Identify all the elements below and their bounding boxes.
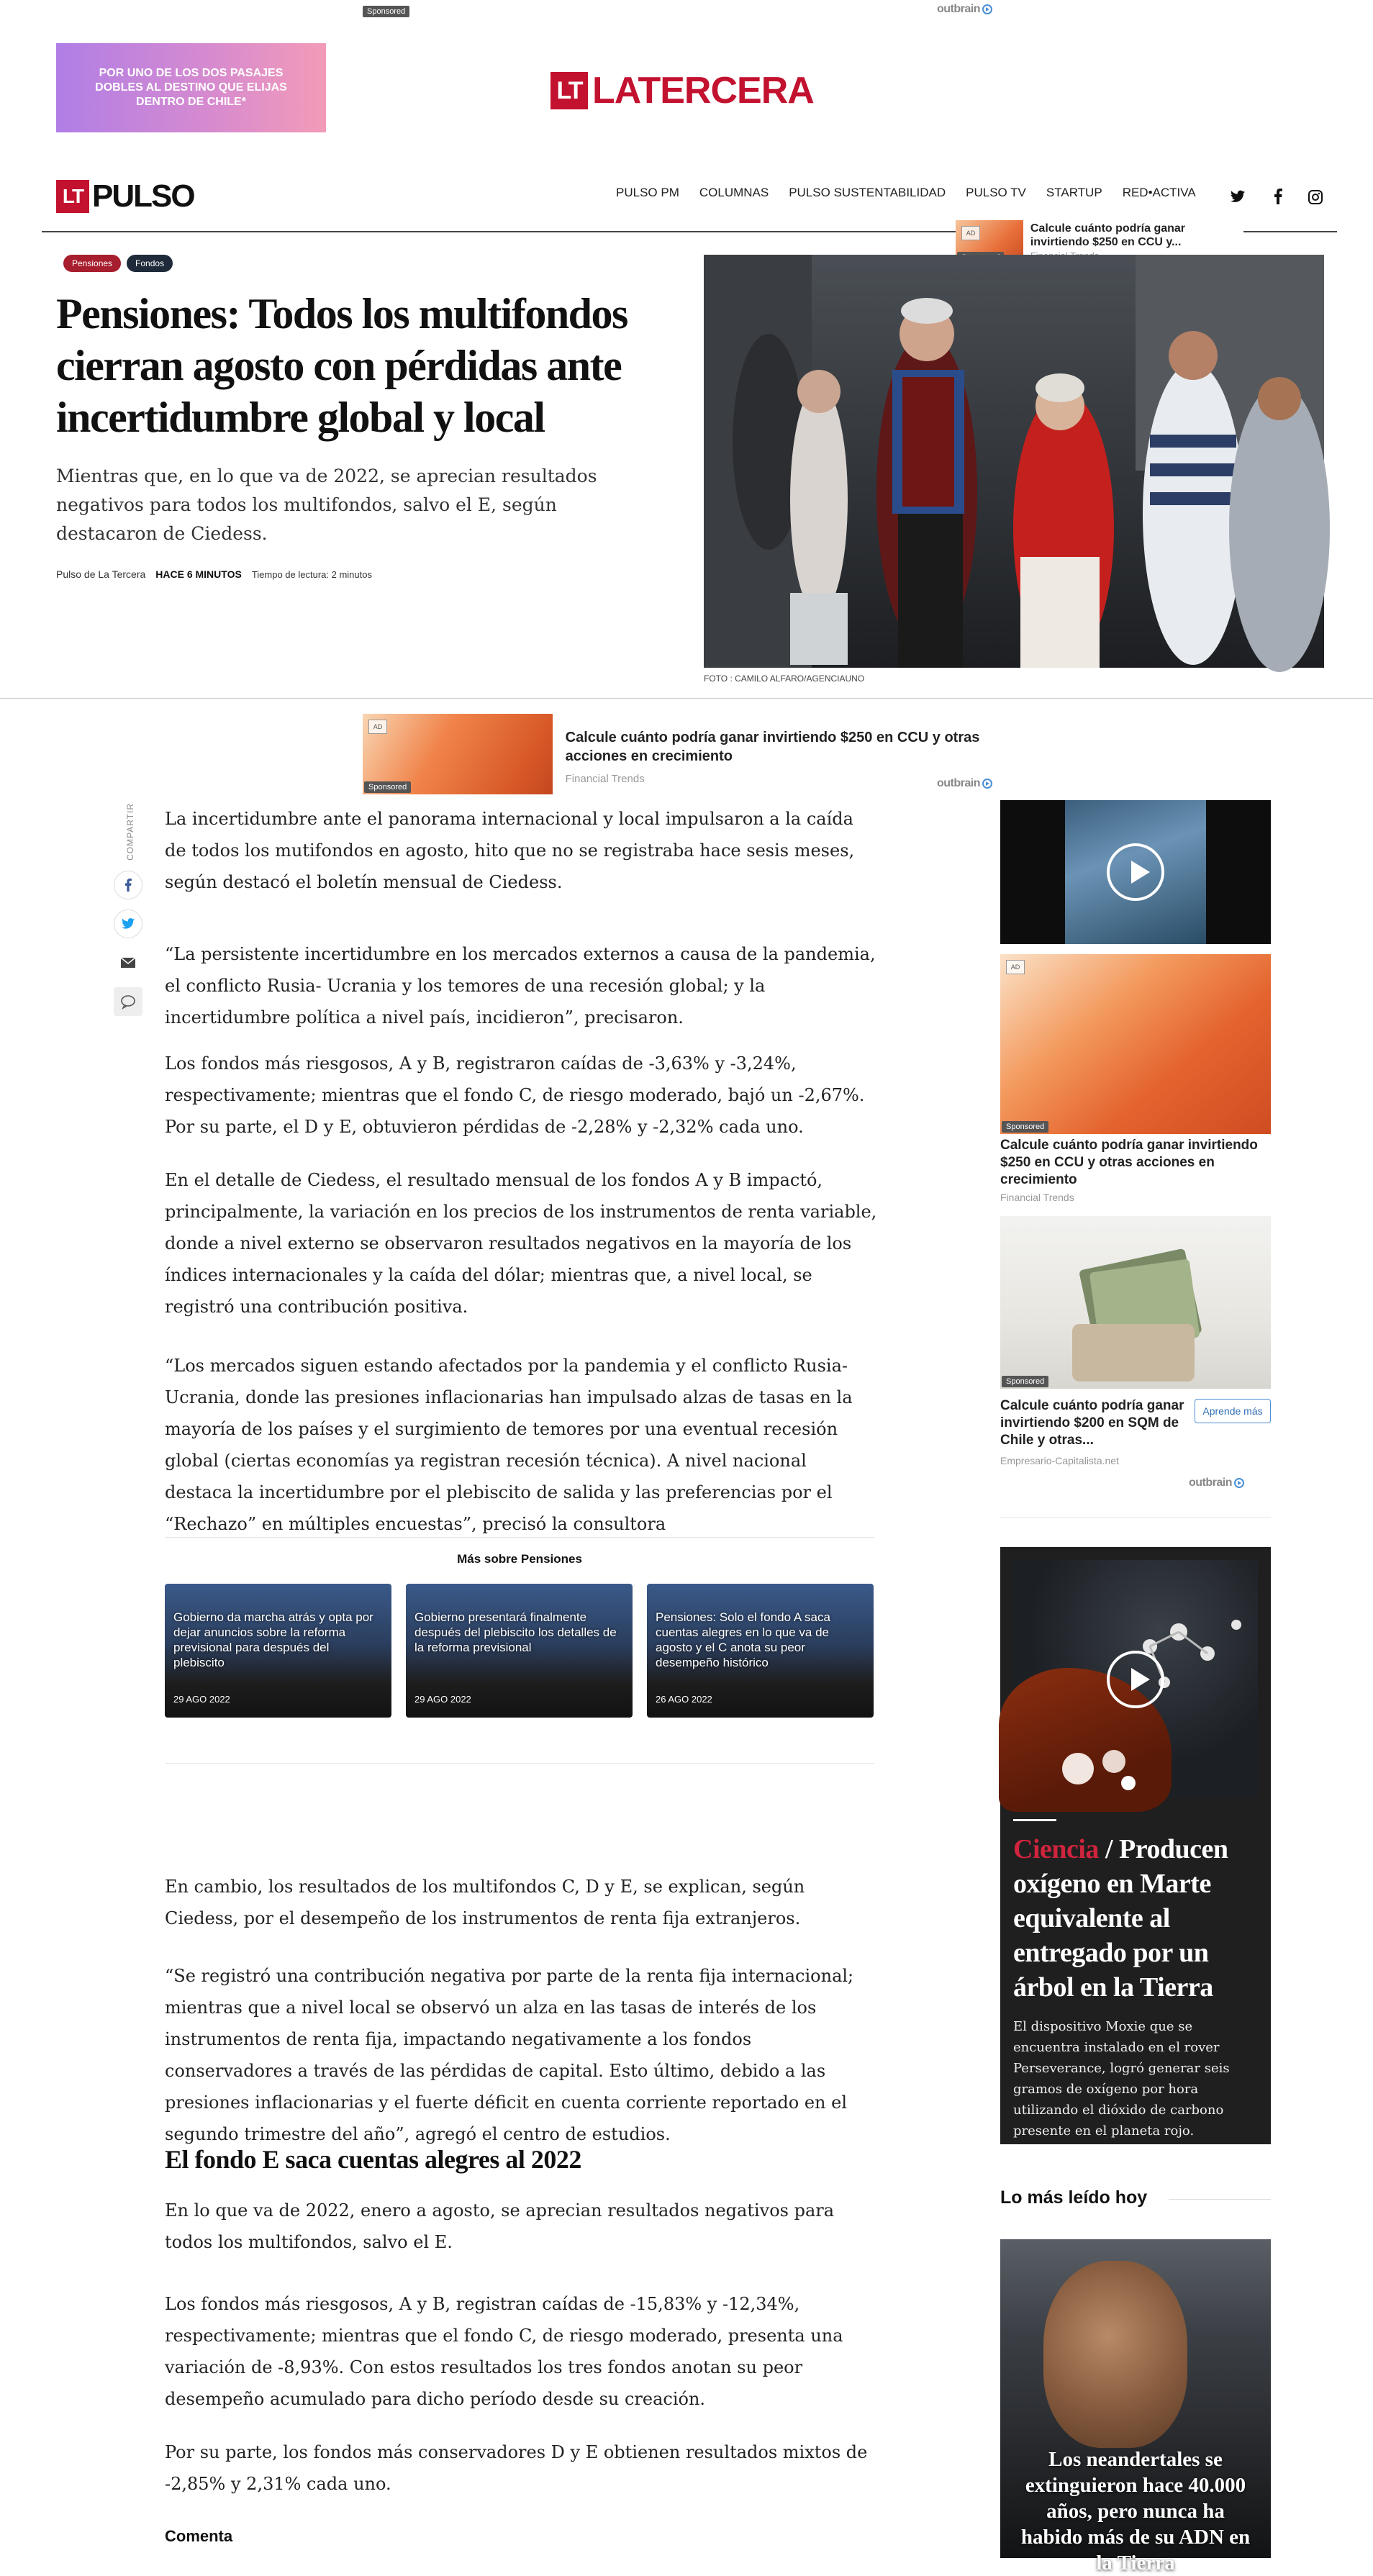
category-kicker[interactable]: Ciencia <box>1013 1834 1099 1864</box>
share-email-button[interactable] <box>114 948 142 977</box>
article-tags <box>63 255 173 272</box>
outbrain-icon <box>982 779 992 789</box>
photo-credit: FOTO : CAMILO ALFARO/AGENCIAUNO <box>704 674 865 684</box>
ad-choices-icon: AD <box>961 226 980 240</box>
ad-thumbnail: AD Sponsored <box>363 714 553 794</box>
body-paragraph: En el detalle de Ciedess, el resultado mensual de los fondos A y B impactó, principalmente, la variación en los precios de los instrumentos de renta variable, donde a nivel externo se observaron resultados negativos en la mayoría de los índices internacionales y la caída del dólar; mientras que, a nivel local, se registró una contribución positiva. <box>165 1170 877 1317</box>
most-read-headline: Los neandertales se extinguieron hace 40.000 años, pero nunca ha habido más de su ADN en la Tierra <box>1020 2448 1251 2575</box>
mid-ad-title: Calcule cuánto podría ganar invirtiendo $250 en CCU y otras acciones en crecimiento <box>565 730 980 764</box>
related-articles <box>165 1537 874 1718</box>
body-paragraph: “Se registró una contribución negativa por parte de la renta fija internacional; mientras que a nivel local se observó un alza en las tasas de interés de los instrumentos de renta fija, impactando negativamente a los fondos conservadores a través de las pérdidas de capital. Esto último, debido a las presiones inflacionarias y el fuerte déficit en cuenta corriente reportado en el segundo trimestre del año”, agregó el centro de estudios. <box>165 1966 854 2144</box>
mail-icon <box>121 958 135 968</box>
outbrain-logo[interactable]: outbrain <box>1189 1477 1244 1489</box>
outbrain-icon <box>1234 1478 1244 1488</box>
related-card[interactable]: Gobierno presentará finalmente después del plebiscito los detalles de la reforma previsional 29 AGO 2022 <box>406 1584 633 1718</box>
comments-heading: Comenta <box>165 2527 233 2545</box>
nav-item-pulso-sustentabilidad[interactable]: PULSO SUSTENTABILIDAD <box>789 186 946 199</box>
comments-button[interactable] <box>114 987 142 1016</box>
body-paragraph: Por su parte, los fondos más conservadores D y E obtienen resultados mixtos de -2,85% y 2,31% cada uno. <box>165 2442 868 2494</box>
most-read-image <box>1043 2261 1187 2448</box>
money-illustration <box>1058 1245 1216 1382</box>
most-read-card[interactable] <box>1000 2239 1271 2575</box>
nav-item-red-activa[interactable]: RED•ACTIVA <box>1122 186 1196 199</box>
hero-image <box>704 255 1324 668</box>
publish-time: HACE 6 MINUTOS <box>155 568 242 580</box>
body-paragraph: Los fondos más riesgosos, A y B, registran caídas de -15,83% y -12,34%, respectivamente; mientras que el fondo C, de riesgo moderado, presenta una variación de -8,93%. Con estos resultados los tres fondos anotan su peor desempeño acumulado para dicho período desde su creación. <box>165 2294 843 2409</box>
ad-choices-icon: AD <box>368 720 387 734</box>
sponsored-label: Sponsored <box>363 6 409 17</box>
rail-ad-image[interactable]: AD Sponsored <box>1000 954 1271 1134</box>
outbrain-logo[interactable]: outbrain <box>937 777 992 790</box>
ad-choices-icon: AD <box>1006 960 1025 974</box>
latercera-logo[interactable]: LT LATERCERA <box>550 69 814 112</box>
nav-item-columnas[interactable]: COLUMNAS <box>699 186 769 199</box>
mid-article-ad[interactable] <box>363 714 1025 794</box>
featured-story-card[interactable] <box>1000 1547 1271 2144</box>
header-ad-title: Calcule cuánto podría ganar invirtiendo $250 en CCU y... <box>1030 222 1186 248</box>
body-paragraph: La incertidumbre ante el panorama internacional y local impulsaron a la caída de todos los mutifondos en agosto, hito que no se registraba hace sesis meses, según destacó el boletín mensual de Ciedess. <box>165 809 855 892</box>
related-card[interactable]: Pensiones: Solo el fondo A saca cuentas alegres en lo que va de agosto y el C anota su peor desempeño histórico 26 AGO 2022 <box>647 1584 874 1718</box>
share-facebook-button[interactable] <box>114 871 142 899</box>
related-card[interactable]: Gobierno da marcha atrás y opta por dejar anuncios sobre la reforma previsional para después del plebiscito 29 AGO 2022 <box>165 1584 391 1718</box>
rail-video-player[interactable] <box>1000 800 1271 944</box>
rail-ad-source: Empresario-Capitalista.net <box>1000 1455 1119 1466</box>
author[interactable]: Pulso de La Tercera <box>56 568 146 580</box>
twitter-icon[interactable] <box>1231 190 1245 203</box>
rail-divider <box>1000 1517 1271 1518</box>
outbrain-logo[interactable]: outbrain <box>937 3 992 16</box>
rail-ad-title[interactable]: Calcule cuánto podría ganar invirtiendo $250 en CCU y otras acciones en crecimiento <box>1000 1138 1258 1187</box>
instagram-icon[interactable] <box>1308 190 1323 204</box>
facebook-icon <box>124 879 132 892</box>
outbrain-icon <box>982 4 992 14</box>
promo-banner[interactable]: POR UNO DE LOS DOS PASAJES DOBLES AL DESTINO QUE ELIJAS DENTRO DE CHILE* <box>56 43 326 132</box>
comment-icon <box>120 994 136 1009</box>
featured-video-thumbnail <box>1013 1560 1258 1797</box>
tag-fondos[interactable]: Fondos <box>127 255 173 272</box>
facebook-icon[interactable] <box>1274 189 1282 204</box>
article-deck: Mientras que, en lo que va de 2022, se aprecian resultados negativos para todos los multifondos, salvo el E, según destacaron de Ciedess. <box>56 466 597 544</box>
most-read-title: Lo más leído hoy <box>1000 2187 1148 2208</box>
featured-headline: Ciencia / Producen oxígeno en Marte equivalente al entregado por un árbol en la Tierra <box>1013 1834 1228 2003</box>
related-divider <box>165 1763 874 1764</box>
twitter-icon <box>122 918 135 929</box>
body-paragraph: Los fondos más riesgosos, A y B, registraron caídas de -3,63% y -3,24%, respectivamente; mientras que el fondo C, de riesgo moderado, bajó un -2,67%. Por su parte, el D y E, obtuvieron pérdidas de -2,28% y -2,32% cada uno. <box>165 1053 865 1137</box>
body-paragraph: “Los mercados siguen estando afectados por la pandemia y el conflicto Rusia-Ucrania, donde las presiones inflacionarias han impulsado alzas de tasas en la mayoría de los países y el surgimiento de temores por una eventual recesión global (ciertas economías ya registran recesión técnica). A nivel nacional destaca la incertidumbre por el plebiscito de salida y las preferencias por el “Rechazo” en múltiples encuestas”, precisó la consultora <box>165 1356 853 1534</box>
article-subheading: El fondo E saca cuentas alegres al 2022 <box>165 2145 581 2174</box>
rail-ad-image[interactable]: Sponsored <box>1000 1216 1271 1389</box>
nav-item-startup[interactable]: STARTUP <box>1046 186 1102 199</box>
body-paragraph: “La persistente incertidumbre en los mercados externos a causa de la pandemia, el conflicto Rusia- Ucrania y los temores de una recesión global; y la incertidumbre política a nivel país, incidieron”, precisaron. <box>165 944 876 1028</box>
nav-item-pulso-tv[interactable]: PULSO TV <box>966 186 1026 199</box>
play-icon[interactable] <box>1107 1651 1164 1708</box>
pulso-logo[interactable]: LT PULSO <box>56 178 194 214</box>
bubbles-illustration <box>1056 1740 1143 1797</box>
article-headline: Pensiones: Todos los multifondos cierran agosto con pérdidas ante incertidumbre global y local <box>56 290 627 441</box>
learn-more-button[interactable]: Aprende más <box>1195 1399 1271 1423</box>
body-paragraph: En cambio, los resultados de los multifondos C, D y E, se explican, según Ciedess, por el desempeño de los instrumentos de renta fija extranjeros. <box>165 1877 805 1928</box>
reading-time: Tiempo de lectura: 2 minutos <box>251 569 372 580</box>
rail-ad-title[interactable]: Calcule cuánto podría ganar invirtiendo $200 en SQM de Chile y otras... <box>1000 1398 1184 1448</box>
rail-ad-source: Financial Trends <box>1000 1192 1074 1203</box>
play-icon[interactable] <box>1107 843 1164 901</box>
related-title: Más sobre Pensiones <box>165 1537 874 1566</box>
tag-pensiones[interactable]: Pensiones <box>63 255 121 272</box>
share-label: COMPARTIR <box>125 803 135 861</box>
most-read-divider <box>1169 2199 1271 2200</box>
mid-ad-source: Financial Trends <box>565 773 645 785</box>
share-twitter-button[interactable] <box>114 910 142 938</box>
body-paragraph: En lo que va de 2022, enero a agosto, se aprecian resultados negativos para todos los multifondos, salvo el E. <box>165 2200 835 2252</box>
byline <box>56 568 372 580</box>
featured-summary: El dispositivo Moxie que se encuentra instalado en el rover Perseverance, logró generar seis gramos de oxígeno por hora utilizando el dióxido de carbono presente en el planeta rojo. <box>1013 2019 1230 2139</box>
share-bar <box>114 803 148 1016</box>
section-divider <box>0 698 1373 699</box>
section-nav <box>616 186 1196 200</box>
nav-item-pulso-pm[interactable]: PULSO PM <box>616 186 679 199</box>
